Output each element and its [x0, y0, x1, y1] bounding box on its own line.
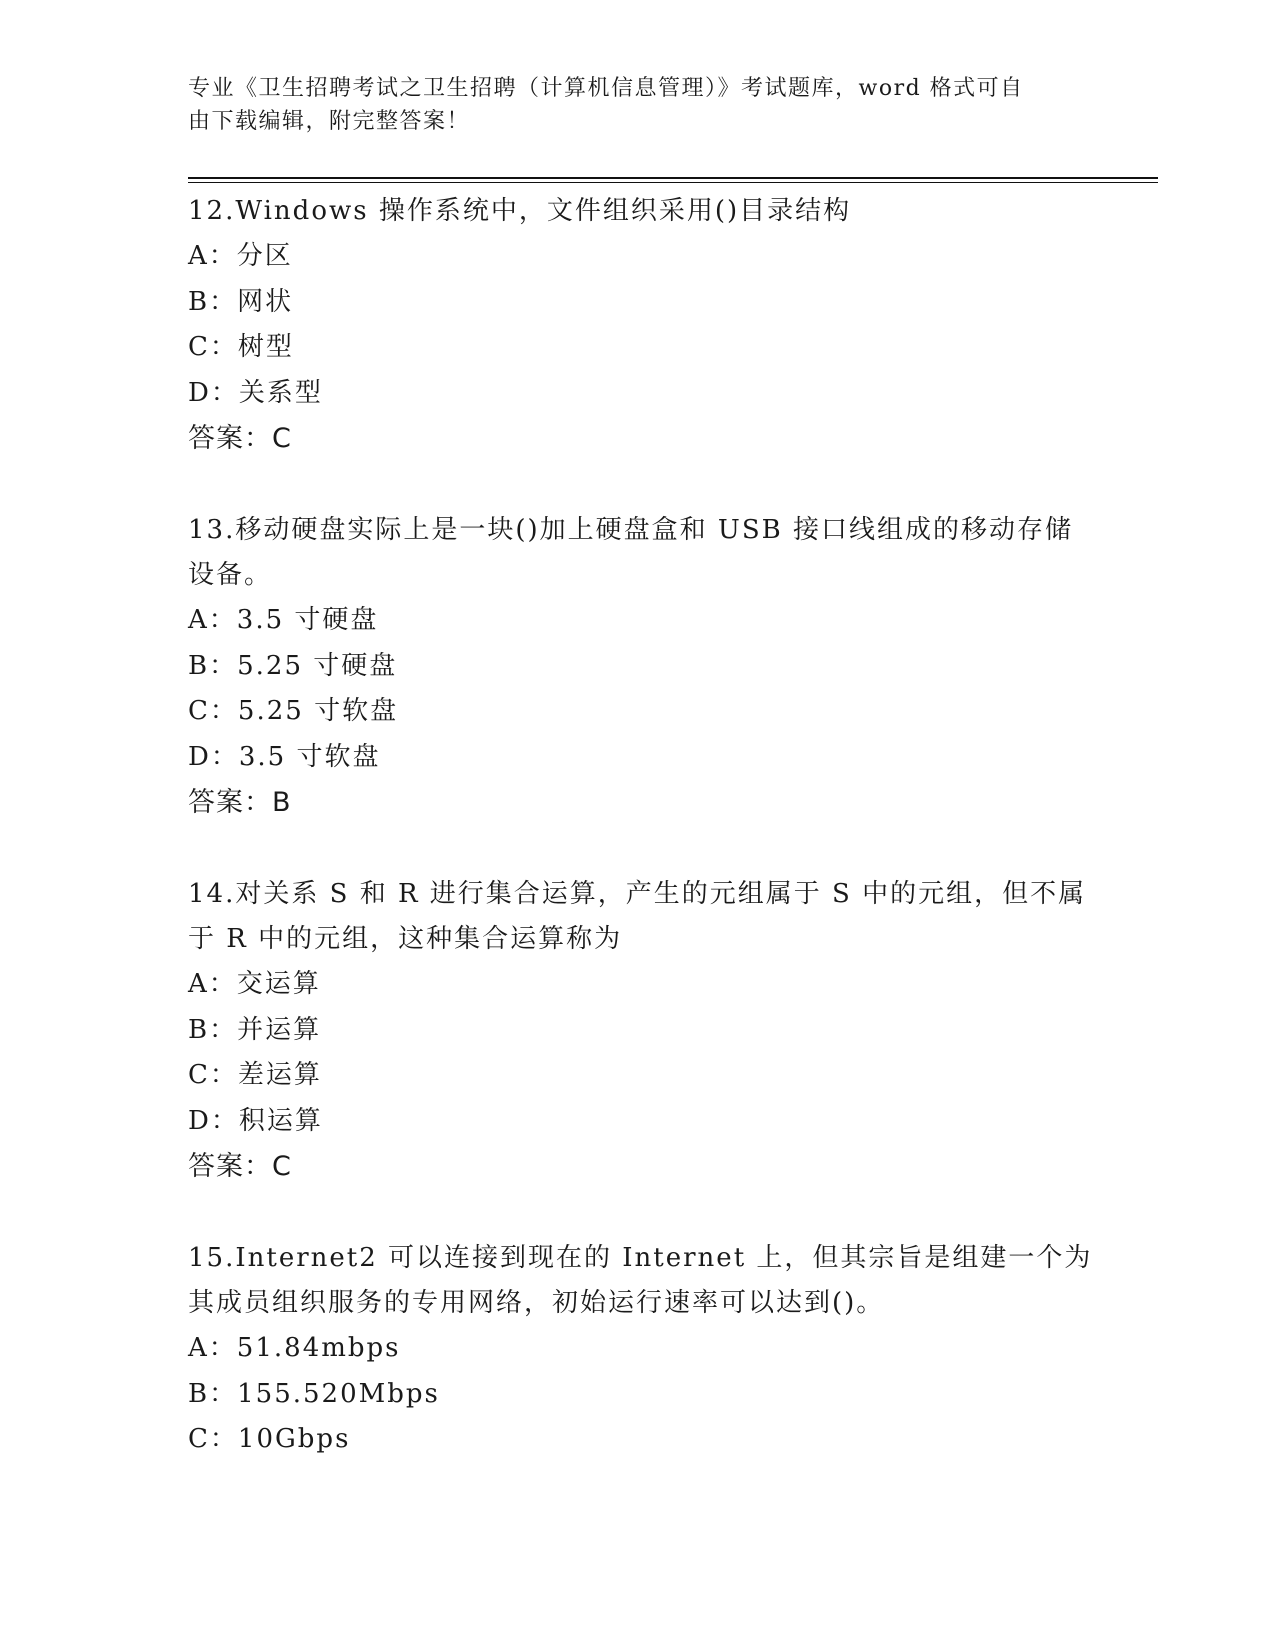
option-letter: B — [188, 1378, 210, 1409]
option-letter: A — [188, 969, 209, 999]
option-letter: D — [188, 741, 211, 772]
question-stem — [188, 508, 1088, 598]
option-a — [188, 234, 1088, 280]
option-text: 网状 — [237, 286, 294, 317]
answer-line — [188, 780, 1088, 826]
option-b — [188, 1372, 1088, 1418]
option-separator: ： — [209, 286, 238, 317]
question-stem — [188, 189, 1088, 234]
question-13 — [188, 508, 1088, 826]
answer-label: 答案： — [188, 787, 272, 819]
option-separator: ： — [208, 241, 237, 271]
question-stem-line: 15.Internet2 可以连接到现在的 Internet 上，但其宗旨是组建一个为 — [188, 1243, 1093, 1273]
option-text: 3.5 寸硬盘 — [236, 605, 379, 635]
answer-value: C — [272, 423, 292, 455]
option-c — [188, 689, 1088, 735]
header-divider-thin — [188, 182, 1158, 183]
option-d — [188, 371, 1088, 417]
question-stem-line: 13.移动硬盘实际上是一块()加上硬盘盒和 USB 接口线组成的移动存储 — [188, 515, 1073, 545]
option-a — [188, 1326, 1088, 1372]
question-stem — [188, 1236, 1093, 1326]
option-c — [188, 325, 1088, 371]
option-letter: C — [188, 1060, 210, 1091]
option-separator: ： — [209, 1014, 238, 1045]
header-line-1: 专业《卫生招聘考试之卫生招聘（计算机信息管理）》考试题库，word 格式可自 — [188, 76, 1024, 101]
option-b — [188, 280, 1088, 326]
option-letter: D — [188, 1105, 211, 1136]
option-separator: ： — [208, 1333, 237, 1363]
option-c — [188, 1417, 1088, 1463]
question-14 — [188, 872, 1088, 1190]
option-letter: A — [188, 241, 209, 271]
option-text: 155.520Mbps — [237, 1378, 440, 1409]
option-letter: B — [188, 286, 210, 317]
question-stem-line: 14.对关系 S 和 R 进行集合运算，产生的元组属于 S 中的元组，但不属 — [188, 879, 1087, 909]
option-separator: ： — [209, 696, 238, 727]
question-stem-line: 设备。 — [188, 560, 273, 590]
option-separator: ： — [209, 650, 238, 681]
option-letter: C — [188, 332, 210, 363]
option-a — [188, 962, 1088, 1008]
option-text: 3.5 寸软盘 — [238, 741, 381, 772]
question-stem-line: 于 R 中的元组，这种集合运算称为 — [188, 924, 623, 954]
option-text: 5.25 寸软盘 — [237, 696, 399, 727]
option-separator: ： — [208, 969, 237, 999]
option-separator: ： — [209, 332, 238, 363]
document-header — [188, 72, 1068, 138]
answer-label: 答案： — [188, 1151, 272, 1183]
option-d — [188, 735, 1088, 781]
option-text: 交运算 — [236, 969, 321, 999]
option-c — [188, 1053, 1088, 1099]
option-letter: A — [188, 605, 209, 635]
question-12 — [188, 189, 1088, 462]
question-15 — [188, 1236, 1093, 1463]
option-text: 10Gbps — [237, 1424, 351, 1455]
header-divider-thick — [188, 177, 1158, 179]
option-text: 树型 — [237, 332, 294, 363]
option-text: 51.84mbps — [236, 1333, 401, 1363]
option-letter: B — [188, 650, 210, 681]
option-separator: ： — [210, 377, 239, 408]
option-text: 积运算 — [238, 1105, 323, 1136]
question-stem-line: 其成员组织服务的专用网络，初始运行速率可以达到()。 — [188, 1288, 885, 1318]
option-separator: ： — [208, 605, 237, 635]
question-stem-line: 12.Windows 操作系统中，文件组织采用()目录结构 — [188, 196, 852, 226]
option-text: 关系型 — [238, 377, 323, 408]
option-separator: ： — [210, 741, 239, 772]
answer-label: 答案： — [188, 423, 272, 455]
option-letter: C — [188, 1424, 210, 1455]
option-separator: ： — [209, 1378, 238, 1409]
option-text: 差运算 — [237, 1060, 322, 1091]
answer-line — [188, 1144, 1088, 1190]
option-a — [188, 598, 1088, 644]
answer-line — [188, 416, 1088, 462]
option-separator: ： — [209, 1424, 238, 1455]
option-letter: B — [188, 1014, 210, 1045]
option-text: 并运算 — [237, 1014, 322, 1045]
option-d — [188, 1099, 1088, 1145]
question-stem — [188, 872, 1088, 962]
option-separator: ： — [210, 1105, 239, 1136]
header-line-2: 由下载编辑，附完整答案！ — [188, 109, 471, 134]
option-b — [188, 644, 1088, 690]
option-separator: ： — [209, 1060, 238, 1091]
option-letter: C — [188, 696, 210, 727]
option-text: 5.25 寸硬盘 — [237, 650, 398, 681]
option-text: 分区 — [236, 241, 293, 271]
option-b — [188, 1008, 1088, 1054]
answer-value: B — [272, 787, 292, 819]
answer-value: C — [272, 1151, 292, 1183]
option-letter: D — [188, 377, 211, 408]
option-letter: A — [188, 1333, 209, 1363]
